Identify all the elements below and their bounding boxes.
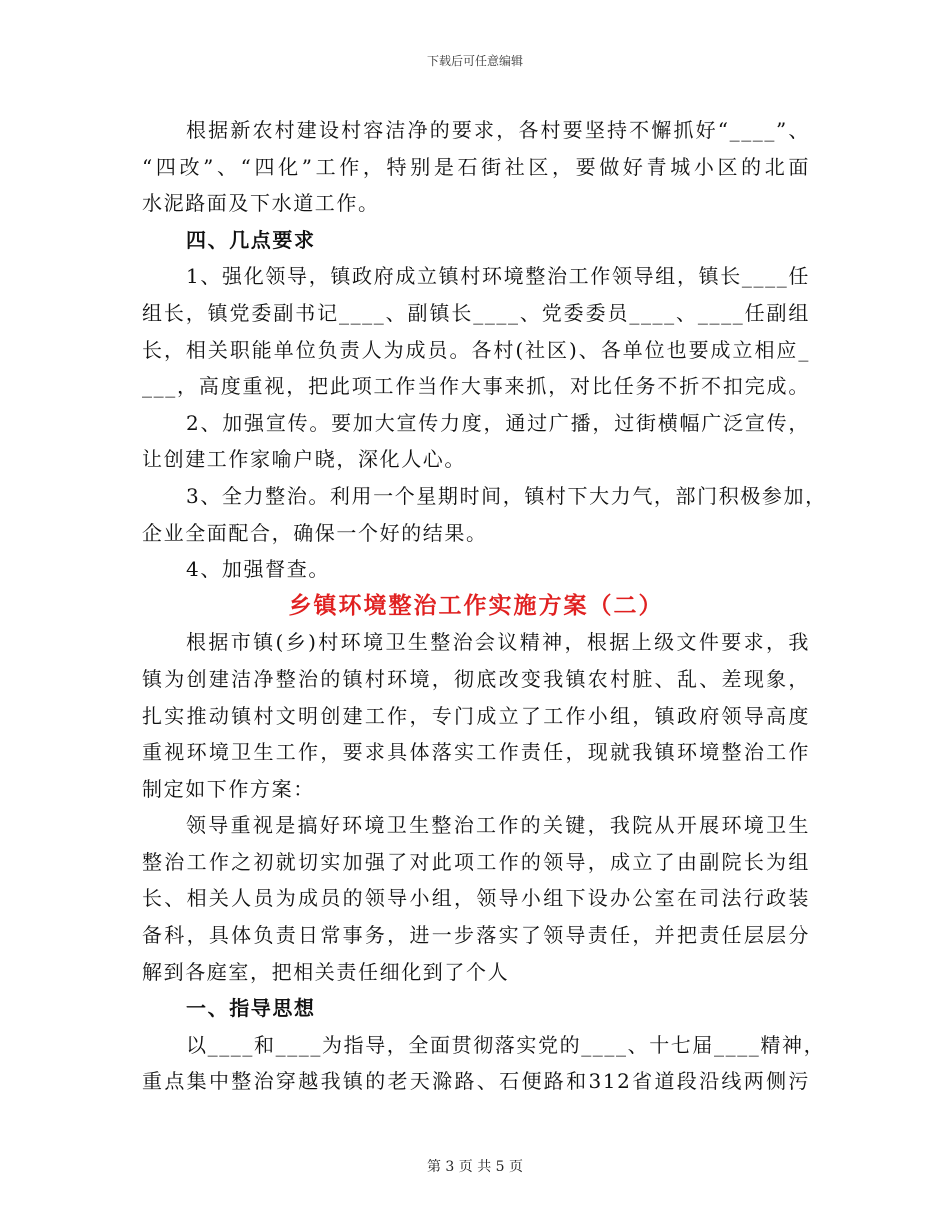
paragraph-line: 制定如下作方案：	[142, 776, 315, 801]
document-body	[142, 112, 827, 1100]
paragraph-line: 根据新农村建设村容洁净的要求，各村要坚持不懈抓好“____”、	[186, 118, 810, 142]
page-footer: 第 3 页 共 5 页	[426, 1159, 524, 1175]
section-heading: 四、几点要求	[186, 227, 316, 252]
paragraph-line: “四改”、“四化”工作，特别是石街社区，要做好青城小区的北面	[142, 154, 810, 179]
paragraph-line: 2、加强宣传。要加大宣传力度，通过广播，过街横幅广泛宣传，	[186, 410, 810, 435]
paragraph-line: 水泥路面及下水道工作。	[142, 191, 380, 216]
paragraph-line: 3、全力整治。利用一个星期时间，镇村下大力气，部门积极参加，	[186, 483, 827, 508]
paragraph-line: 扎实推动镇村文明创建工作，专门成立了工作小组，镇政府领导高度	[142, 703, 810, 728]
paragraph-line: 重点集中整治穿越我镇的老天滁路、石便路和312省道段沿线两侧污	[142, 1069, 810, 1094]
paragraph-line: 组长，镇党委副书记____、副镇长____、党委委员____、____任副组	[142, 300, 810, 325]
paragraph-line: 解到各庭室，把相关责任细化到了个人	[142, 959, 510, 984]
paragraph-line: 整治工作之初就切实加强了对此项工作的领导，成立了由副院长为组	[142, 849, 810, 874]
section-heading: 一、指导思想	[186, 996, 316, 1021]
paragraph-line: 镇为创建洁净整治的镇村环境，彻底改变我镇农村脏、乱、差现象，	[142, 666, 810, 691]
paragraph-line: 4、加强督查。	[186, 557, 330, 582]
paragraph-line: 重视环境卫生工作，要求具体落实工作责任，现就我镇环境整治工作	[142, 740, 810, 765]
paragraph-line: 备科，具体负责日常事务，进一步落实了领导责任，并把责任层层分	[142, 923, 810, 948]
paragraph-line: 企业全面配合，确保一个好的结果。	[142, 520, 488, 545]
document-title: 乡镇环境整治工作实施方案（二）	[288, 592, 664, 619]
paragraph-line: ___，高度重视，把此项工作当作大事来抓，对比任务不折不扣完成。	[142, 374, 810, 399]
paragraph-line: 让创建工作家喻户晓，深化人心。	[142, 447, 466, 472]
paragraph-line: 长，相关职能单位负责人为成员。各村(社区)、各单位也要成立相应_	[142, 337, 810, 362]
paragraph-line: 长、相关人员为成员的领导小组，领导小组下设办公室在司法行政装	[142, 886, 810, 911]
page-header: 下载后可任意编辑	[426, 54, 523, 68]
paragraph-line: 领导重视是搞好环境卫生整治工作的关键，我院从开展环境卫生	[186, 813, 810, 838]
paragraph-line: 以____和____为指导，全面贯彻落实党的____、十七届____精神，	[186, 1032, 826, 1057]
paragraph-line: 1、强化领导，镇政府成立镇村环境整治工作领导组，镇长____任	[186, 264, 810, 289]
paragraph-line: 根据市镇(乡)村环境卫生整治会议精神，根据上级文件要求，我	[186, 630, 810, 655]
